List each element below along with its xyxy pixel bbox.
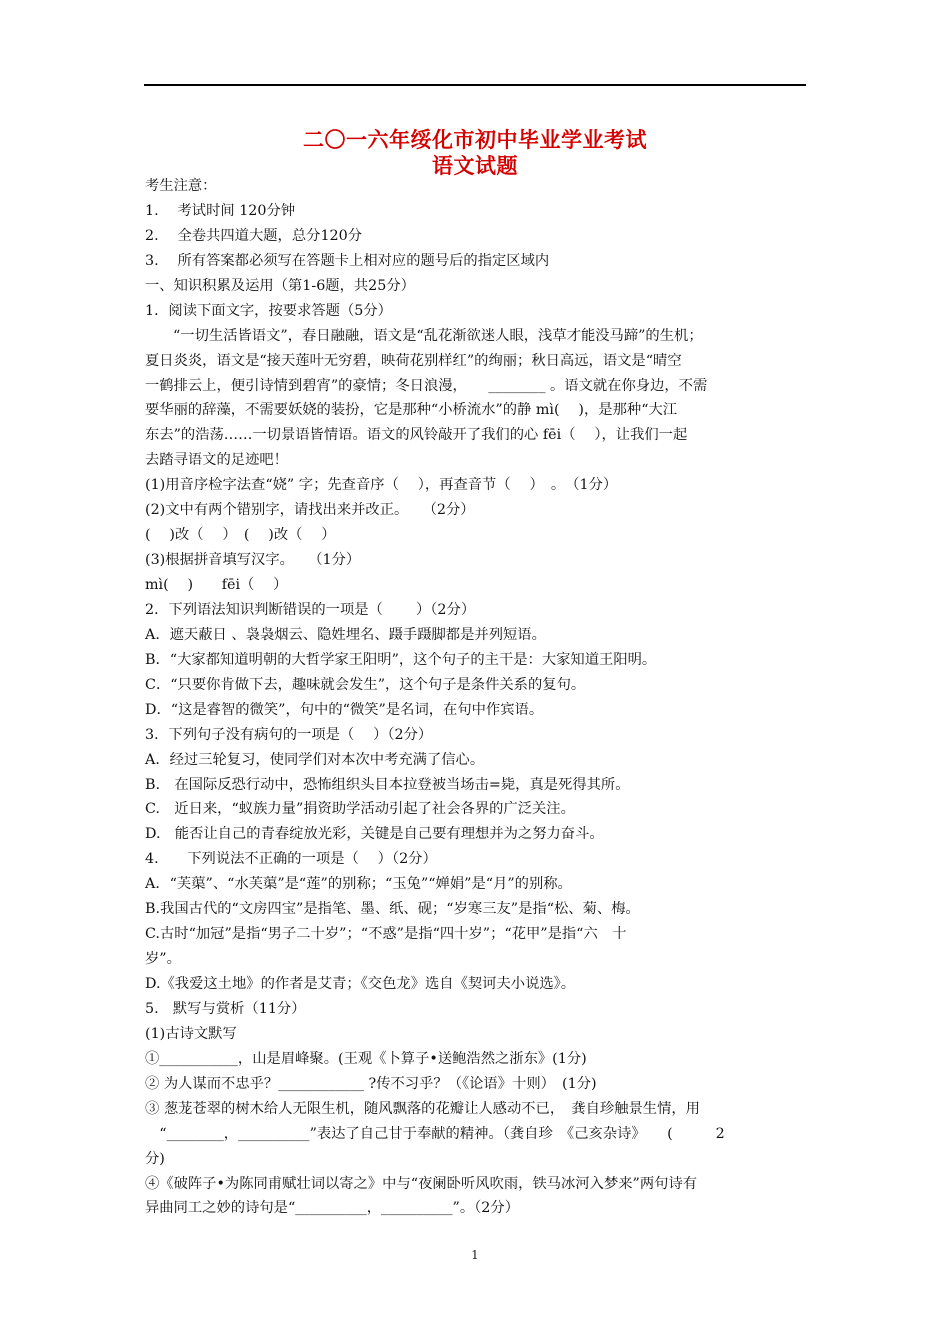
- notice-item-3: 3. 所有答案都必须写在答题卡上相对应的题号后的指定区域内: [145, 252, 550, 269]
- option-line: D. 能否让自己的青春绽放光彩，关键是自己要有理想并为之努力奋斗。: [145, 826, 604, 843]
- question-5: 5. 默写与赏析（11分）: [145, 1000, 306, 1017]
- document-body: [145, 174, 811, 1221]
- answer-blank-line: mì( ) fēi（ ）: [145, 577, 288, 593]
- passage-line: “一切生活皆语文”，春日融融，语文是“乱花渐欲迷人眼，浅草才能没马蹄”的生机；: [173, 327, 703, 344]
- sub-question: (1)用音序检字法查“娆” 字；先查音序（ ），再查音节（ ） 。 （1分）: [145, 477, 618, 494]
- option-line: A．“芙蕖”、“水芙蕖”是“莲”的别称；“玉兔”“婵娟”是“月”的别称。: [145, 876, 572, 893]
- section-heading: 一、知识积累及运用（第1-6题，共25分）: [145, 277, 415, 294]
- option-line: B.我国古代的“文房四宝”是指笔、墨、纸、砚；“岁寒三友”是指“松、菊、梅。: [145, 901, 640, 918]
- notice-item-1: 1. 考试时间 120分钟: [145, 202, 296, 219]
- option-line: B．“大家都知道明朝的大哲学家王阳明”，这个句子的主干是：大家知道王阳明。: [145, 651, 657, 668]
- option-line: A．经过三轮复习，使同学们对本次中考充满了信心。: [145, 751, 485, 768]
- page-number: 1: [471, 1248, 479, 1262]
- option-line: B. 在国际反恐行动中，恐怖组织头目本拉登被当场击=毙，真是死得其所。: [145, 776, 630, 793]
- poem-item: “________，__________”表达了自己甘于奉献的精神。（龚自珍 《己亥杂诗》 ( 2: [145, 1125, 725, 1142]
- sub-question: (2)文中有两个错别字，请找出来并改正。 （2分）: [145, 502, 475, 519]
- top-rule: [144, 84, 806, 86]
- exam-title: 二〇一六年绥化市初中毕业学业考试: [303, 127, 647, 152]
- exam-subtitle: 语文试题: [432, 153, 518, 178]
- option-line: C．“只要你肯做下去，趣味就会发生”，这个句子是条件关系的复句。: [145, 676, 586, 693]
- option-line: C. 近日来，“蚁族力量”捐资助学活动引起了社会各界的广泛关注。: [145, 801, 575, 818]
- sub-question: (1)古诗文默写: [145, 1025, 237, 1042]
- option-line: D．“这是睿智的微笑”，句中的“微笑”是名词，在句中作宾语。: [145, 701, 544, 718]
- option-line: 岁”。: [145, 951, 181, 968]
- poem-item: ② 为人谋而不忠乎？____________ ?传不习乎？（《论语》十则） (1分): [145, 1075, 597, 1092]
- passage-line: 要华丽的辞藻，不需要妖娆的装扮，它是那种“小桥流水”的静 mì( )，是那种“大江: [145, 402, 678, 419]
- poem-item: ①___________，山是眉峰聚。(王观《卜算子•送鲍浩然之浙东》(1分): [145, 1050, 587, 1067]
- option-line: D.《我爱这土地》的作者是艾青；《交色龙》选自《契诃夫小说选》。: [145, 976, 576, 992]
- answer-blank-line: ( )改（ ） ( )改（ ）: [145, 527, 336, 544]
- passage-line: 东去”的浩荡……一切景语皆情语。语文的风铃敲开了我们的心 fēi（ ），让我们一起: [145, 427, 688, 444]
- passage-line: 夏日炎炎，语文是“接天莲叶无穷碧，映荷花别样红”的绚丽；秋日高远，语文是“晴空: [145, 352, 682, 369]
- question-2: 2．下列语法知识判断错误的一项是（ ）（2分）: [145, 601, 476, 618]
- option-line: C.古时“加冠”是指“男子二十岁”；“不惑”是指“四十岁”；“花甲”是指“六 十: [145, 926, 627, 943]
- passage-line: 一鹤排云上，便引诗情到碧宵”的豪情；冬日浪漫， ________ 。语文就在你身边，不需: [145, 377, 708, 394]
- question-1: 1．阅读下面文字，按要求答题（5分）: [145, 302, 392, 319]
- poem-item: ③ 葱茏苍翠的树木给人无限生机，随风飘落的花瓣让人感动不已， 龚自珍触景生情，用: [145, 1100, 700, 1117]
- question-4: 4. 下列说法不正确的一项是（ ）（2分）: [145, 851, 437, 868]
- passage-line: 去踏寻语文的足迹吧！: [145, 452, 288, 469]
- poem-item: 异曲同工之妙的诗句是“__________，__________”。（2分）: [145, 1200, 519, 1217]
- option-line: A．遮天蔽日 、袅袅烟云、隐姓埋名、蹑手蹑脚都是并列短语。: [145, 626, 546, 643]
- question-3: 3．下列句子没有病句的一项是（ ）（2分）: [145, 726, 433, 743]
- sub-question: (3)根据拼音填写汉字。 （1分）: [145, 552, 361, 569]
- poem-item: ④《破阵子•为陈同甫赋壮词以寄之》中与“夜阑卧听风吹雨，铁马冰河入梦来”两句诗有: [145, 1175, 698, 1192]
- notice-heading: 考生注意：: [145, 178, 217, 194]
- poem-item: 分): [145, 1150, 165, 1167]
- notice-item-2: 2. 全卷共四道大题，总分120分: [145, 227, 363, 244]
